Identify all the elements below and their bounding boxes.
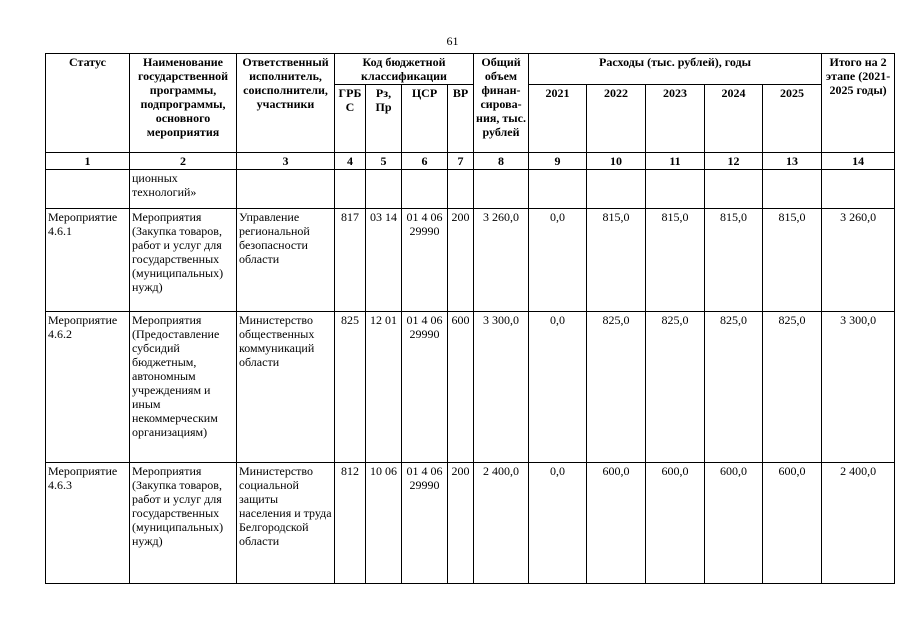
row-vr: 200 xyxy=(448,209,474,312)
header-name: Наименование государственной программы, подпрограммы, основного мероприятия xyxy=(130,54,237,153)
budget-table xyxy=(45,53,895,584)
column-number: 3 xyxy=(237,153,335,170)
row-executor: Министерство общественных коммуникаций области xyxy=(237,312,335,463)
empty-cell xyxy=(646,170,705,209)
row-name: Мероприятия (Предоставление субсидий бюджетным, автономным учреждениям и иным некоммерческим организациям) xyxy=(130,312,237,463)
column-number: 14 xyxy=(822,153,895,170)
row-status: Мероприятие 4.6.2 xyxy=(46,312,130,463)
row-csr: 01 4 06 29990 xyxy=(402,463,448,584)
empty-cell xyxy=(705,170,763,209)
empty-cell xyxy=(402,170,448,209)
row-stage-total: 3 300,0 xyxy=(822,312,895,463)
column-number: 6 xyxy=(402,153,448,170)
row-rz-pr: 12 01 xyxy=(366,312,402,463)
column-number: 8 xyxy=(474,153,529,170)
row-total: 3 260,0 xyxy=(474,209,529,312)
row-2025: 815,0 xyxy=(763,209,822,312)
row-2021: 0,0 xyxy=(529,209,587,312)
column-number: 13 xyxy=(763,153,822,170)
header-stage-total: Итого на 2 этапе (2021-2025 годы) xyxy=(822,54,895,153)
row-status: Мероприятие 4.6.3 xyxy=(46,463,130,584)
row-2023: 600,0 xyxy=(646,463,705,584)
empty-cell xyxy=(448,170,474,209)
continuation-row xyxy=(46,170,895,209)
empty-cell xyxy=(474,170,529,209)
column-number: 7 xyxy=(448,153,474,170)
row-2022: 825,0 xyxy=(587,312,646,463)
row-status: Мероприятие 4.6.1 xyxy=(46,209,130,312)
table-row xyxy=(46,312,895,463)
column-numbers-row xyxy=(46,153,895,170)
empty-cell xyxy=(366,170,402,209)
row-rz-pr: 03 14 xyxy=(366,209,402,312)
row-executor: Управление региональной безопасности области xyxy=(237,209,335,312)
header-csr: ЦСР xyxy=(402,85,448,153)
row-2022: 600,0 xyxy=(587,463,646,584)
table-row xyxy=(46,209,895,312)
empty-cell xyxy=(822,170,895,209)
header-budget-code: Код бюджетной классификации xyxy=(335,54,474,85)
row-total: 2 400,0 xyxy=(474,463,529,584)
row-total: 3 300,0 xyxy=(474,312,529,463)
header-grbs: ГРБ С xyxy=(335,85,366,153)
row-2021: 0,0 xyxy=(529,312,587,463)
empty-cell xyxy=(529,170,587,209)
header-status: Статус xyxy=(46,54,130,153)
column-number: 5 xyxy=(366,153,402,170)
table-row xyxy=(46,463,895,584)
row-executor: Министерство социальной защиты населения и труда Белгородской области xyxy=(237,463,335,584)
continuation-text: ционных технологий» xyxy=(130,170,237,209)
row-2024: 825,0 xyxy=(705,312,763,463)
header-executor: Ответственный исполнитель, соисполнители, участники xyxy=(237,54,335,153)
empty-cell xyxy=(46,170,130,209)
empty-cell xyxy=(763,170,822,209)
row-name: Мероприятия (Закупка товаров, работ и услуг для государственных (муниципальных) нужд) xyxy=(130,463,237,584)
row-csr: 01 4 06 29990 xyxy=(402,312,448,463)
header-rz-pr: Рз, Пр xyxy=(366,85,402,153)
column-number: 9 xyxy=(529,153,587,170)
row-2025: 600,0 xyxy=(763,463,822,584)
row-grbs: 817 xyxy=(335,209,366,312)
column-number: 11 xyxy=(646,153,705,170)
row-2024: 600,0 xyxy=(705,463,763,584)
row-grbs: 825 xyxy=(335,312,366,463)
row-2023: 815,0 xyxy=(646,209,705,312)
page-number: 61 xyxy=(446,34,459,48)
header-total-volume: Общий объем финан-сирова-ния, тыс. рублей xyxy=(474,54,529,153)
empty-cell xyxy=(237,170,335,209)
row-2024: 815,0 xyxy=(705,209,763,312)
header-year-2022: 2022 xyxy=(587,85,646,153)
row-2021: 0,0 xyxy=(529,463,587,584)
header-vr: ВР xyxy=(448,85,474,153)
empty-cell xyxy=(335,170,366,209)
row-2025: 825,0 xyxy=(763,312,822,463)
row-stage-total: 2 400,0 xyxy=(822,463,895,584)
row-rz-pr: 10 06 xyxy=(366,463,402,584)
row-csr: 01 4 06 29990 xyxy=(402,209,448,312)
header-year-2023: 2023 xyxy=(646,85,705,153)
column-number: 4 xyxy=(335,153,366,170)
row-2022: 815,0 xyxy=(587,209,646,312)
header-year-2021: 2021 xyxy=(529,85,587,153)
header-year-2025: 2025 xyxy=(763,85,822,153)
row-vr: 600 xyxy=(448,312,474,463)
row-2023: 825,0 xyxy=(646,312,705,463)
header-row-1 xyxy=(46,54,895,85)
row-name: Мероприятия (Закупка товаров, работ и услуг для государственных (муниципальных) нужд) xyxy=(130,209,237,312)
column-number: 10 xyxy=(587,153,646,170)
header-year-2024: 2024 xyxy=(705,85,763,153)
header-expenses: Расходы (тыс. рублей), годы xyxy=(529,54,822,85)
row-stage-total: 3 260,0 xyxy=(822,209,895,312)
empty-cell xyxy=(587,170,646,209)
row-grbs: 812 xyxy=(335,463,366,584)
column-number: 1 xyxy=(46,153,130,170)
row-vr: 200 xyxy=(448,463,474,584)
column-number: 2 xyxy=(130,153,237,170)
column-number: 12 xyxy=(705,153,763,170)
